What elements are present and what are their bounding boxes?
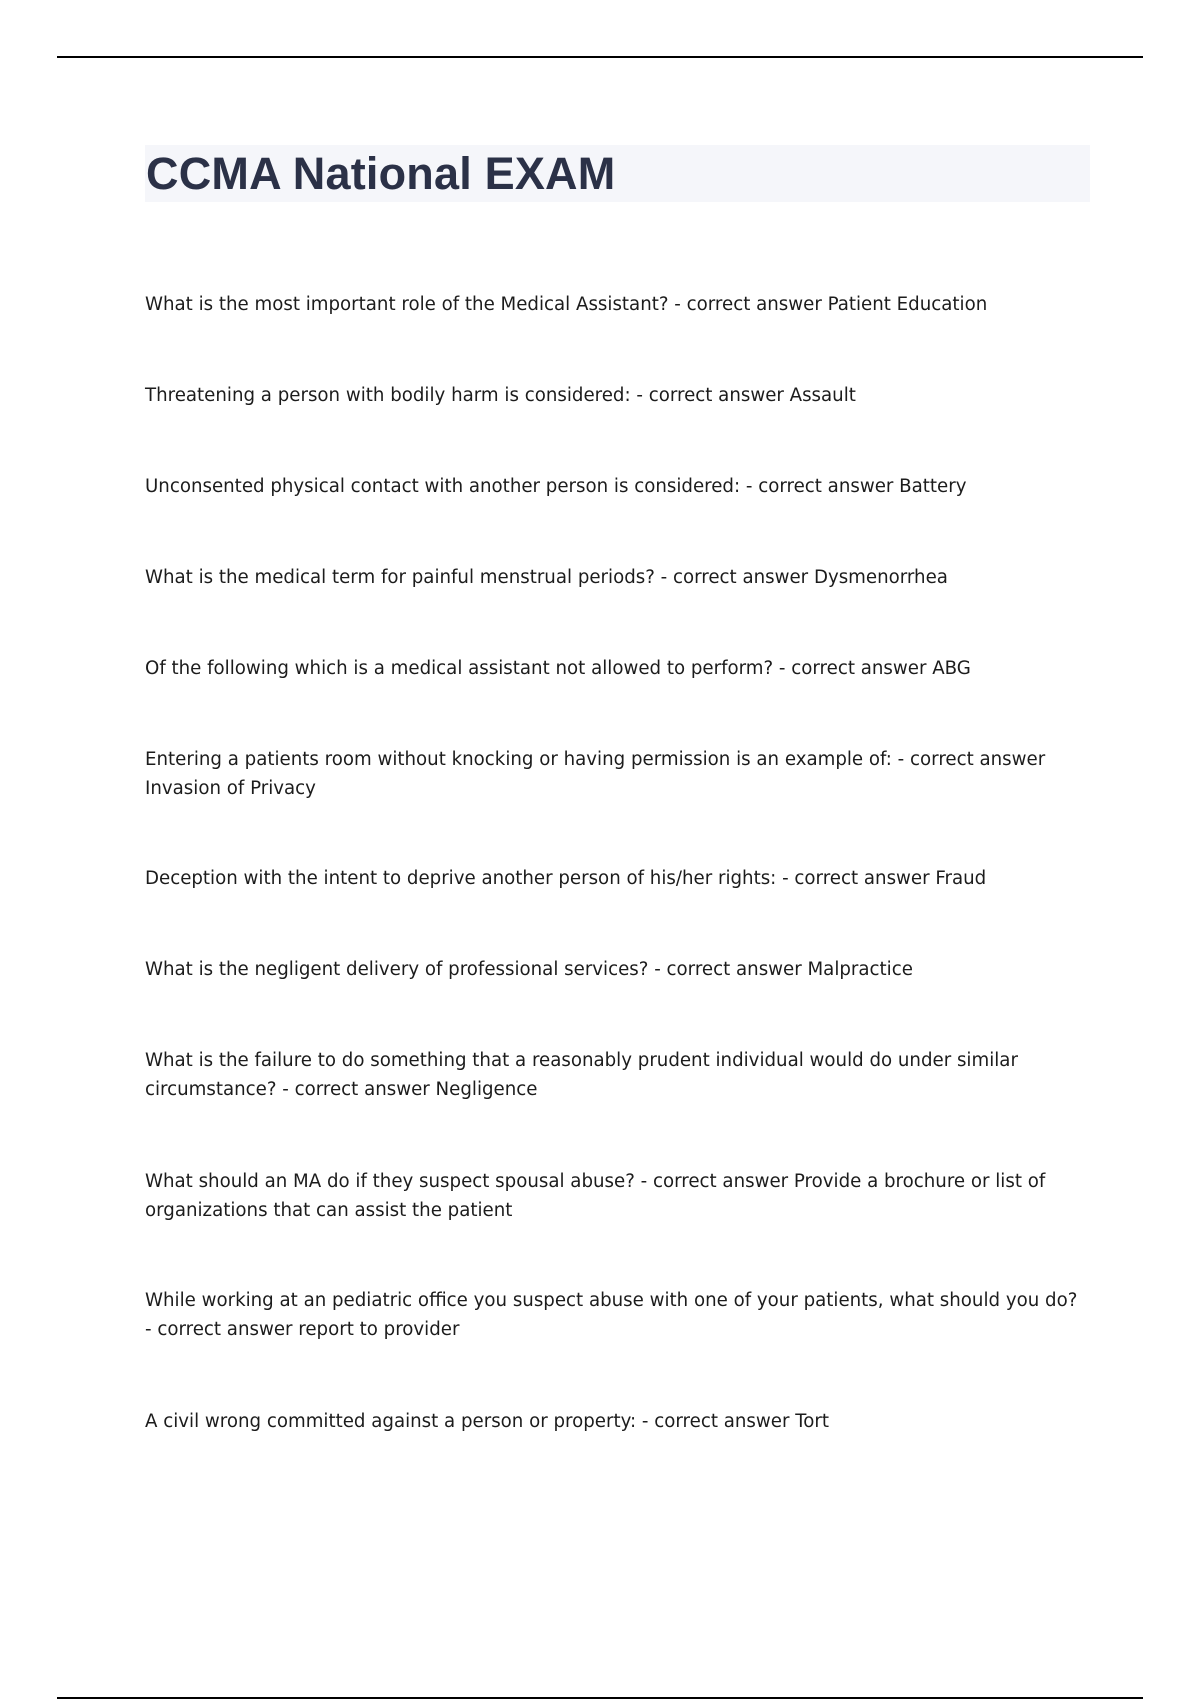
qa-item: What is the failure to do something that a reasonably prudent individual would do under similar circumstance? - correct answer Negligence xyxy=(145,1050,1018,1100)
qa-item: Unconsented physical contact with another person is considered: - correct answer Battery xyxy=(145,476,967,497)
qa-item: Entering a patients room without knocking or having permission is an example of: - correct answer Invasion of Privacy xyxy=(145,749,1046,799)
qa-item: A civil wrong committed against a person or property: - correct answer Tort xyxy=(145,1411,829,1432)
qa-item: While working at an pediatric office you suspect abuse with one of your patients, what should you do? - correct answer report to provider xyxy=(145,1290,1078,1340)
qa-item: What is the negligent delivery of professional services? - correct answer Malpractice xyxy=(145,959,913,980)
top-rule xyxy=(57,56,1143,58)
qa-item: What is the medical term for painful menstrual periods? - correct answer Dysmenorrhea xyxy=(145,567,948,588)
page-title: CCMA National EXAM xyxy=(146,148,616,199)
qa-item: What should an MA do if they suspect spousal abuse? - correct answer Provide a brochure or list of organizations that can assist the patient xyxy=(145,1171,1046,1221)
qa-item: What is the most important role of the Medical Assistant? - correct answer Patient Education xyxy=(145,294,988,315)
qa-item: Of the following which is a medical assistant not allowed to perform? - correct answer ABG xyxy=(145,658,971,679)
bottom-rule xyxy=(57,1697,1143,1699)
qa-item: Threatening a person with bodily harm is considered: - correct answer Assault xyxy=(145,385,856,406)
qa-item: Deception with the intent to deprive another person of his/her rights: - correct answer Fraud xyxy=(145,868,987,889)
